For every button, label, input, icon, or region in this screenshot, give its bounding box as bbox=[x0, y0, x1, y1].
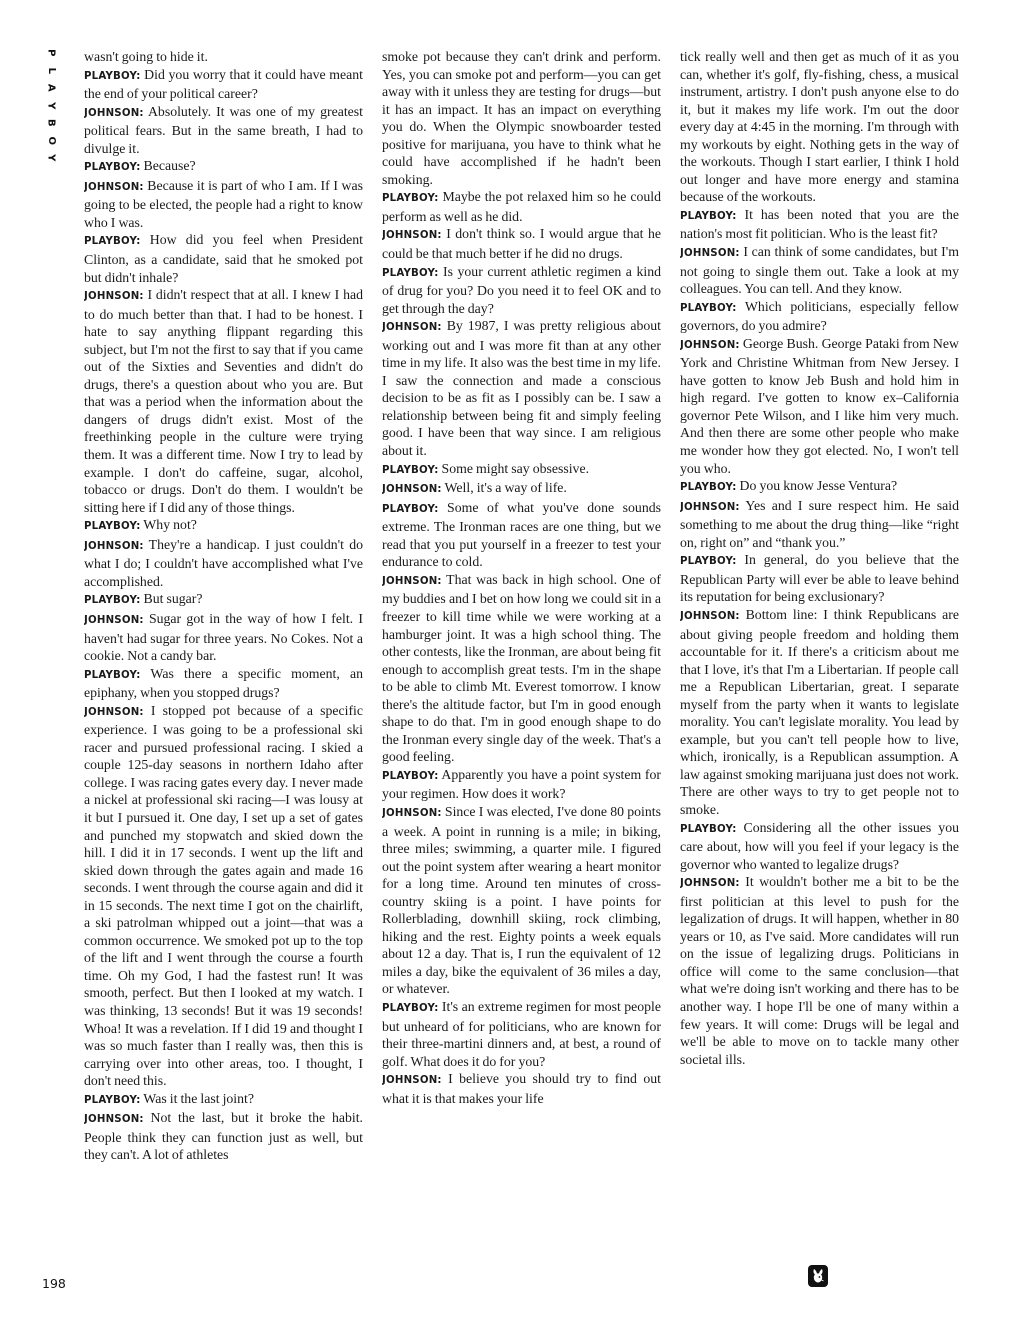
interview-paragraph bbox=[382, 766, 661, 803]
interview-paragraph bbox=[680, 243, 959, 298]
speaker-label: PLAYBOY: bbox=[382, 193, 439, 205]
interview-paragraph bbox=[84, 231, 363, 286]
paragraph-text: Some of what you've done sounds extreme. The Ironman races are one thing, but we read that you put yourself in a freezer to test your endurance to cold. bbox=[382, 499, 661, 570]
interview-paragraph bbox=[84, 1109, 363, 1164]
paragraph-text: Since I was elected, I've done 80 points a week. A point in running is a mile; in biking, three miles; swimming, a quarter mile. I figured out the point system after wearing a heart monitor for a long time. Around ten minutes of cross-country skiing is a point. I have points for Rollerblading, downhill skiing, rock climbing, hiking and the rest. Eighty points a week equals about 12 a day. That is, I run the equivalent of 12 miles a day, bike the equivalent of 36 miles a day, or whatever. bbox=[382, 803, 661, 997]
masthead-letter: P bbox=[45, 49, 57, 57]
interview-paragraph bbox=[84, 516, 363, 536]
interview-paragraph bbox=[680, 298, 959, 335]
speaker-label: PLAYBOY: bbox=[84, 236, 141, 248]
paragraph-text: I don't think so. I would argue that he could be that much better if he did no drugs. bbox=[382, 226, 661, 262]
masthead-letter: L bbox=[45, 67, 57, 74]
paragraph-text: Absolutely. It was one of my greatest political fears. But in the same breath, I had to divulge it. bbox=[84, 103, 363, 156]
interview-paragraph bbox=[382, 479, 661, 499]
paragraph-text: Which politicians, especially fellow governors, do you admire? bbox=[680, 298, 959, 334]
speaker-label: JOHNSON: bbox=[382, 575, 442, 587]
paragraph-text: Well, it's a way of life. bbox=[441, 480, 567, 496]
paragraph-text: smoke pot because they can't drink and perform. Yes, you can smoke pot and perform—you can get away with it unless they are testing for drugs—but it has an impact. It has an impact on everything you do. When the Olympic snowboarder tested positive for marijuana, you have to think what he could have accomplished if he hadn't been smoking. bbox=[382, 49, 661, 187]
interview-paragraph bbox=[84, 66, 363, 103]
interview-paragraph bbox=[84, 1090, 363, 1110]
speaker-label: PLAYBOY: bbox=[382, 770, 439, 782]
paragraph-text: In general, do you believe that the Republican Party will ever be able to leave behind its reputation for being exclusionary? bbox=[680, 552, 959, 605]
speaker-label: JOHNSON: bbox=[382, 230, 442, 242]
speaker-label: PLAYBOY: bbox=[84, 70, 141, 82]
speaker-label: JOHNSON: bbox=[84, 1114, 144, 1126]
paragraph-text: I believe you should try to find out what it is that makes your life bbox=[382, 1071, 661, 1106]
interview-paragraph bbox=[84, 665, 363, 702]
paragraph-text: It wouldn't bother me a bit to be the first politician at this level to push for the legalization of drugs. It will happen, whether in 80 years or 10, as I've said. More candidates will run on the issue of legalizing drugs. Politicians in office will come to the same conclusion—that what we're doing isn't working and there has to be another way. I hope I'll be one of many within a few years. It will come: Drugs will be legal and we'll be able to move on to tackle many other societal ills. bbox=[680, 874, 959, 1067]
interview-paragraph bbox=[680, 873, 959, 1068]
speaker-label: JOHNSON: bbox=[382, 484, 442, 496]
speaker-label: JOHNSON: bbox=[84, 181, 144, 193]
paragraph-text: Because it is part of who I am. If I was going to be elected, the people had a right to know who I was. bbox=[84, 177, 363, 230]
paragraph-text: Because? bbox=[140, 158, 196, 174]
paragraph-text: It has been noted that you are the nation's most fit politician. Who is the least fit? bbox=[680, 206, 959, 242]
speaker-label: PLAYBOY: bbox=[382, 267, 439, 279]
paragraph-text: I can think of some candidates, but I'm not going to single them out. Take a look at my colleagues. You can tell. And they know. bbox=[680, 244, 959, 297]
paragraph-text: I didn't respect that at all. I knew I had to do much better than that. I had to be honest. I hate to say anything flippant regarding this subject, but I'm not the first to say that if you came out of the Sixties and Seventies and didn't do drugs, there's a question about who you are. But that was a period when the information about the dangers of drugs didn't exist. Most of the freethinking people in the culture were trying them. It was a different time. Now I try to lead by example. I don't do caffeine, sugar, alcohol, tobacco or drugs. Don't do them. I wouldn't be sitting here if I did any of those things. bbox=[84, 287, 363, 515]
interview-paragraph bbox=[680, 48, 959, 206]
speaker-label: PLAYBOY: bbox=[84, 669, 141, 681]
interview-paragraph bbox=[382, 48, 661, 188]
paragraph-text: Why not? bbox=[140, 517, 197, 533]
rabbit-head-icon bbox=[808, 1265, 828, 1287]
speaker-label: PLAYBOY: bbox=[84, 162, 141, 174]
speaker-label: JOHNSON: bbox=[382, 1075, 442, 1087]
paragraph-text: That was back in high school. One of my buddies and I bet on how long we could sit in a freezer to kill time while we were working at a hamburger joint. It was a high school thing. The other contests, like the Ironman, are about being fit enough to accomplish great tests. I'm in the shape to be able to climb Mt. Everest tomorrow. I know there's the altitude factor, but I'm in good enough shape to do that. I'm in good enough shape to do the Ironman every single day of the week. That's a good feeling. bbox=[382, 571, 661, 765]
speaker-label: PLAYBOY: bbox=[680, 823, 737, 835]
paragraph-text: Was there a specific moment, an epiphany, when you stopped drugs? bbox=[84, 665, 363, 701]
speaker-label: JOHNSON: bbox=[84, 540, 144, 552]
paragraph-text: Considering all the other issues you care about, how will you feel if your legacy is the governor who wanted to legalize drugs? bbox=[680, 819, 959, 872]
interview-paragraph bbox=[84, 103, 363, 158]
vertical-masthead-logo bbox=[37, 44, 57, 167]
interview-paragraph bbox=[84, 177, 363, 232]
paragraph-text: Maybe the pot relaxed him so he could perform as well as he did. bbox=[382, 189, 661, 224]
speaker-label: JOHNSON: bbox=[680, 878, 740, 890]
paragraph-text: Bottom line: I think Republicans are about giving people freedom and holding them accountable for it. If there's a criticism about me that I love, it's that I'm a Libertarian. If people call me a Republican Libertarian, great. I separate myself from the party when it wants to legislate morality. You can't legislate morality. You lead by example, but you can't tell people how to live, which, ironically, is a Republican assumption. A law against smoking marijuana just does not work. There are other ways to try to get people not to smoke. bbox=[680, 606, 959, 817]
paragraph-text: Is your current athletic regimen a kind of drug for you? Do you need it to feel OK and to get through the day? bbox=[382, 263, 661, 316]
interview-paragraph bbox=[84, 536, 363, 591]
interview-paragraph bbox=[382, 571, 661, 766]
speaker-label: JOHNSON: bbox=[84, 291, 144, 303]
interview-paragraph bbox=[84, 48, 363, 66]
paragraph-text: They're a handicap. I just couldn't do what I do; I couldn't have accomplished what I've accomplished. bbox=[84, 536, 363, 589]
speaker-label: PLAYBOY: bbox=[680, 210, 737, 222]
interview-paragraph bbox=[382, 1070, 661, 1107]
speaker-label: PLAYBOY: bbox=[382, 464, 439, 476]
interview-paragraph bbox=[680, 335, 959, 477]
interview-paragraph bbox=[84, 702, 363, 1090]
masthead-letter: Y bbox=[45, 154, 57, 162]
masthead-letter: A bbox=[45, 83, 57, 92]
speaker-label: JOHNSON: bbox=[680, 248, 740, 260]
paragraph-text: Sugar got in the way of how I felt. I haven't had sugar for three years. No Cokes. Not a cookie. Not a candy bar. bbox=[84, 610, 363, 664]
interview-paragraph bbox=[84, 157, 363, 177]
interview-paragraph bbox=[680, 497, 959, 552]
speaker-label: PLAYBOY: bbox=[680, 302, 737, 314]
interview-paragraph bbox=[680, 606, 959, 819]
article-column-1 bbox=[84, 48, 363, 1298]
paragraph-text: Apparently you have a point system for your regimen. How does it work? bbox=[382, 766, 661, 802]
paragraph-text: Not the last, but it broke the habit. People think they can function just as well, but they can't. A lot of athletes bbox=[84, 1110, 363, 1163]
interview-paragraph bbox=[84, 610, 363, 665]
paragraph-text: But sugar? bbox=[140, 591, 203, 607]
article-column-3 bbox=[680, 48, 959, 1298]
interview-paragraph bbox=[382, 803, 661, 998]
article-column-2 bbox=[382, 48, 661, 1298]
paragraph-text: Do you know Jesse Ventura? bbox=[736, 478, 898, 494]
speaker-label: JOHNSON: bbox=[680, 610, 740, 622]
speaker-label: PLAYBOY: bbox=[84, 1094, 141, 1106]
speaker-label: JOHNSON: bbox=[382, 807, 442, 819]
paragraph-text: By 1987, I was pretty religious about working out and I was more fit than at any other time in my life. It also was the best time in my life. I saw the connection and made a conscious decision to be as fit as I possibly can be. I saw a relationship between being fit and simply feeling good. I have been that way since. I am religious about it. bbox=[382, 318, 661, 459]
interview-paragraph bbox=[382, 998, 661, 1070]
paragraph-text: George Bush. George Pataki from New York and Christine Whitman from New Jersey. I have gotten to know Jeb Bush and hold him in high regard. I've gotten to know ex–California governor Pete Wilson, and I like him very much. And then there are some other people who make me wonder how they got elected. No, I won't tell you who. bbox=[680, 335, 959, 476]
interview-paragraph bbox=[382, 188, 661, 225]
speaker-label: PLAYBOY: bbox=[382, 503, 439, 515]
interview-paragraph bbox=[680, 206, 959, 243]
paragraph-text: tick really well and then get as much of it as you can, whether it's golf, fly-fishing, chess, a musical instrument, artistry. I don't push anyone else to do it, but it makes my life work. I'm out the door every day at 4:45 in the morning. I'm through with my workouts by eight. Nothing gets in the way of the workouts. Though I start earlier, I think I hold out longer and have more energy and stamina because of the workouts. bbox=[680, 49, 959, 205]
interview-paragraph bbox=[382, 263, 661, 318]
masthead-letter: Y bbox=[45, 101, 57, 109]
speaker-label: JOHNSON: bbox=[84, 614, 144, 626]
interview-paragraph bbox=[84, 590, 363, 610]
page-number: 198 bbox=[42, 1276, 66, 1291]
masthead-letter: O bbox=[45, 135, 57, 145]
paragraph-text: Did you worry that it could have meant the end of your political career? bbox=[84, 66, 363, 102]
paragraph-text: Some might say obsessive. bbox=[438, 460, 590, 476]
interview-paragraph bbox=[680, 551, 959, 606]
speaker-label: JOHNSON: bbox=[84, 706, 144, 718]
speaker-label: PLAYBOY: bbox=[382, 1002, 439, 1014]
interview-paragraph bbox=[680, 477, 959, 497]
paragraph-text: How did you feel when President Clinton, as a candidate, said that he smoked pot but didn't inhale? bbox=[84, 232, 363, 285]
speaker-label: PLAYBOY: bbox=[680, 556, 737, 568]
speaker-label: JOHNSON: bbox=[84, 107, 144, 119]
paragraph-text: I stopped pot because of a specific experience. I was going to be a professional ski racer and pursued professional racing. I skied a couple 125-day seasons in northern Idaho after college. I was racing gates every day. I never made a nickel at professional ski racing—I was lousy at it but I pursued it. One day, I set up a set of gates and punched my stopwatch and skied down the hill. I did it in 17 seconds. I went up the lift and skied down through the gates again and made 16 seconds. I went through the course again and did it in 15 seconds. The next time I got on the chairlift, a ski patrolman whipped out a joint—that was a common occurrence. We smoked pot up to the top of the lift and I went through the course a fourth time. Oh my God, I had the fastest run! It was smooth, perfect. But then I looked at my watch. I was thinking, 13 seconds! But it was 19 seconds! Whoa! It was a revelation. If I did 19 and thought I was so much faster than I really was, then this is carrying over into other areas, too. I thought, I don't need this. bbox=[84, 702, 363, 1089]
interview-paragraph bbox=[382, 460, 661, 480]
speaker-label: JOHNSON: bbox=[680, 501, 740, 513]
interview-paragraph bbox=[382, 225, 661, 262]
interview-paragraph bbox=[382, 499, 661, 571]
paragraph-text: Was it the last joint? bbox=[140, 1090, 254, 1106]
speaker-label: PLAYBOY: bbox=[84, 521, 141, 533]
interview-paragraph bbox=[382, 317, 661, 459]
speaker-label: JOHNSON: bbox=[382, 322, 442, 334]
interview-paragraph bbox=[680, 819, 959, 874]
paragraph-text: wasn't going to hide it. bbox=[84, 49, 208, 64]
interview-paragraph bbox=[84, 286, 363, 516]
paragraph-text: It's an extreme regimen for most people but unheard of for politicians, who are known for their three-martini dinners and, at best, a round of golf. What does it do for you? bbox=[382, 998, 661, 1069]
speaker-label: PLAYBOY: bbox=[84, 595, 141, 607]
paragraph-text: Yes and I sure respect him. He said something to me about the drug thing—like “right on, right on” and “thank you.” bbox=[680, 497, 959, 550]
speaker-label: PLAYBOY: bbox=[680, 482, 737, 494]
speaker-label: JOHNSON: bbox=[680, 339, 740, 351]
masthead-letter: B bbox=[45, 118, 57, 127]
